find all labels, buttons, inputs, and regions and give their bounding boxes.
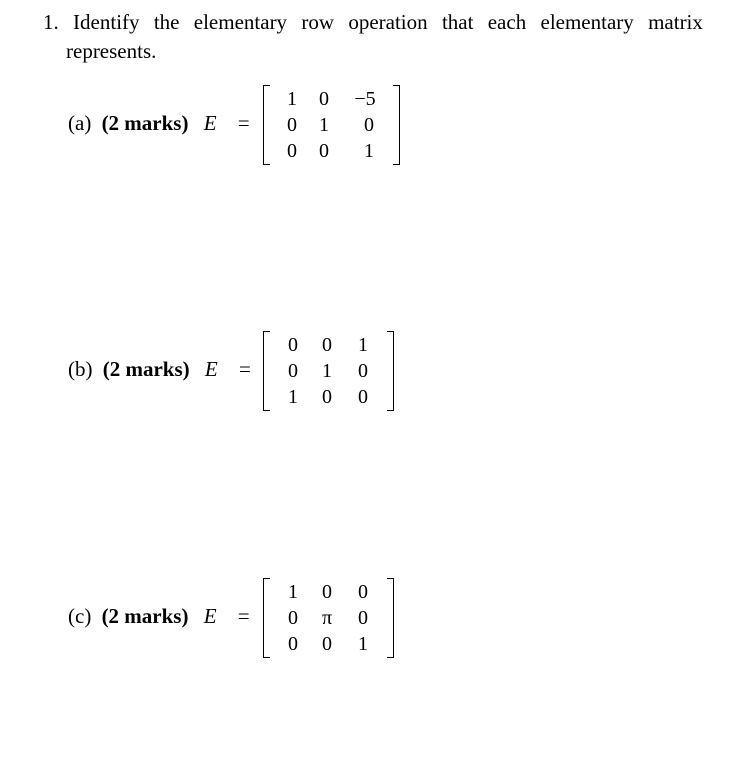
question-text-line-2: represents. [66, 39, 157, 63]
equals-sign: = [237, 111, 250, 135]
part-marks: (2 marks) [101, 604, 189, 628]
matrix-entry: 0 [288, 334, 298, 356]
part-b-label [68, 354, 251, 384]
part-c-label [68, 601, 250, 631]
matrix-entry: 0 [322, 334, 332, 356]
matrix-entry: 0 [288, 633, 298, 655]
matrix-entry: 1 [319, 114, 329, 136]
matrix-cells [277, 579, 381, 657]
matrix-entry: 0 [358, 360, 368, 382]
question-word: the [153, 10, 180, 34]
right-bracket [387, 331, 394, 411]
matrix-entry: 0 [322, 633, 332, 655]
left-bracket [263, 578, 270, 658]
question-word: Identify [73, 10, 140, 34]
left-bracket [263, 331, 270, 411]
matrix-entry: 0 [319, 88, 329, 110]
matrix-entry: 1 [322, 360, 332, 382]
matrix-entry: 0 [288, 360, 298, 382]
matrix-entry: 0 [287, 114, 297, 136]
matrix-variable: E [203, 111, 217, 135]
question-word: matrix [648, 10, 703, 34]
matrix-entry: 0 [322, 581, 332, 603]
matrix-entry: 0 [319, 140, 329, 162]
matrix-variable: E [203, 604, 217, 628]
part-letter: (b) [68, 357, 93, 381]
matrix-entry: 1 [287, 88, 297, 110]
matrix-cells [277, 332, 381, 410]
matrix-entry: 0 [288, 607, 298, 629]
matrix-entry: 0 [358, 607, 368, 629]
question-word: row [301, 10, 335, 34]
matrix-entry: 1 [288, 581, 298, 603]
matrix-entry: −5 [354, 88, 376, 110]
part-letter: (a) [68, 111, 92, 135]
part-a-label [68, 108, 250, 138]
matrix-entry: 1 [288, 386, 298, 408]
matrix-entry: 1 [358, 334, 368, 356]
part-a [0, 85, 742, 165]
equals-sign: = [237, 604, 250, 628]
matrix-variable: E [204, 357, 218, 381]
left-bracket [263, 85, 270, 165]
question-number: 1. [43, 10, 59, 34]
question-word: operation [348, 10, 428, 34]
question-word: elementary [193, 10, 288, 34]
right-bracket [387, 578, 394, 658]
matrix-entry: 0 [358, 581, 368, 603]
matrix-entry: 1 [358, 633, 368, 655]
part-marks: (2 marks) [102, 357, 190, 381]
part-c [0, 578, 742, 658]
part-b [0, 331, 742, 411]
question-text-line-1 [43, 8, 703, 37]
matrix-entry: π [321, 607, 333, 629]
right-bracket [393, 85, 400, 165]
part-marks: (2 marks) [101, 111, 189, 135]
matrix-entry: 0 [287, 140, 297, 162]
question-1 [43, 8, 703, 66]
part-letter: (c) [68, 604, 92, 628]
matrix-entry: 0 [358, 386, 368, 408]
question-word: that [441, 10, 474, 34]
question-word: each [487, 10, 527, 34]
matrix-cells [277, 86, 389, 164]
matrix-entry: 0 [322, 386, 332, 408]
matrix-entry: 1 [364, 140, 374, 162]
equals-sign: = [238, 357, 251, 381]
question-word: elementary [540, 10, 634, 34]
matrix-entry: 0 [364, 114, 374, 136]
